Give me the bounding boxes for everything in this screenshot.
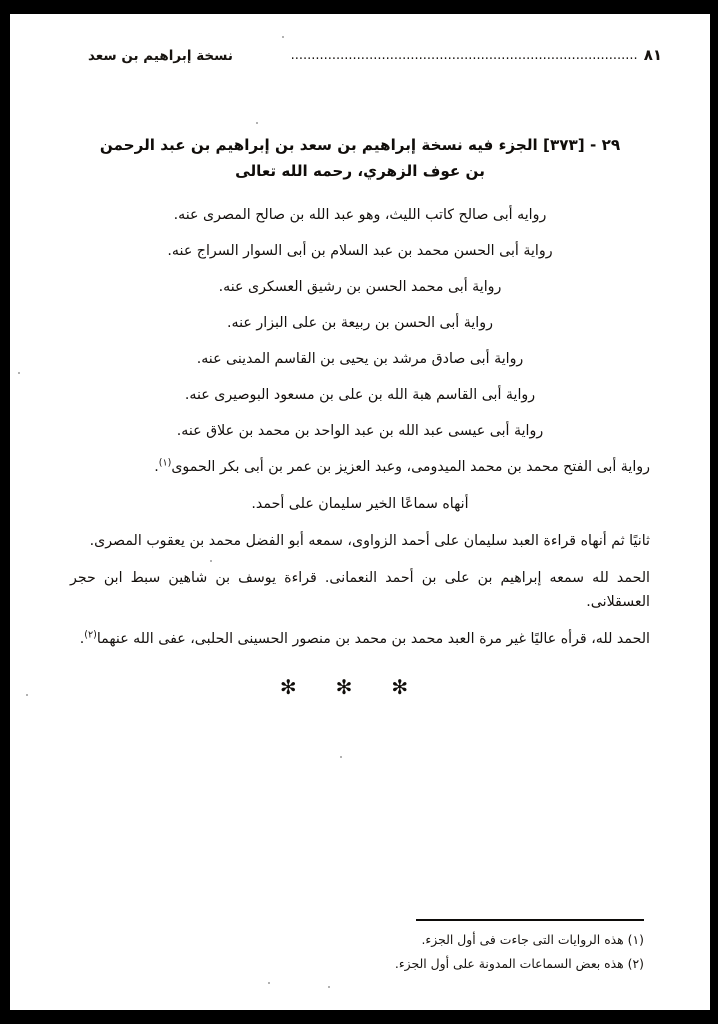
paragraph-text: رواية أبى الفتح محمد بن محمد الميدومى، وعبد العزيز بن عمر بن أبى بكر الحموى	[171, 459, 650, 476]
footnote-ref-1[interactable]: (١)	[158, 457, 172, 469]
isnad-line: رواية أبى القاسم هبة الله بن على بن مسعود البوصيرى عنه.	[184, 387, 536, 404]
header-dot-leader: ....................................................................................	[290, 49, 638, 62]
scan-speck	[340, 756, 342, 758]
footnotes-block	[70, 919, 650, 976]
page-number: ٨١	[643, 46, 662, 64]
isnad-line: رواية أبى الحسن محمد بن عبد السلام بن أبى السوار السراج عنه.	[167, 243, 553, 260]
running-header	[88, 46, 662, 70]
isnad-line: رواية أبى محمد الحسن بن رشيق العسكرى عنه.	[218, 279, 502, 296]
scan-speck	[328, 986, 330, 988]
scan-speck	[26, 694, 28, 696]
scan-speck	[282, 36, 284, 38]
isnad-line: روايه أبى صالح كاتب الليث، وهو عبد الله بن صالح المصرى عنه.	[173, 207, 547, 224]
footnote-item: (٢) هذه بعض السماعات المدونة على أول الجزء.	[394, 955, 644, 971]
isnad-line: رواية أبى صادق مرشد بن يحيى بن القاسم المدينى عنه.	[196, 351, 524, 368]
isnad-list	[70, 204, 650, 442]
isnad-line: رواية أبى الحسن بن ربيعة بن على البزار عنه.	[227, 315, 493, 332]
body-column	[70, 132, 650, 700]
paragraph-text: الحمد لله، قرأه عاليًا غير مرة العبد محمد بن محمد بن منصور الحسينى الحلبى، عفى الله عنهما	[96, 630, 650, 647]
paragraph-tail: .	[154, 459, 159, 476]
footnote-separator-rule	[416, 919, 644, 921]
paragraph-alhamdulillah-samiahu: الحمد لله سمعه إبراهيم بن على بن أحمد النعمانى. قراءة يوسف بن شاهين سبط ابن حجر العسقلانى.	[70, 569, 650, 610]
footnote-ref-2[interactable]: (٢)	[84, 628, 97, 640]
isnad-line: رواية أبى عيسى عبد الله بن عبد الواحد بن محمد بن علاق عنه.	[176, 423, 544, 440]
paragraph-riwayat-abi-al-fath	[70, 456, 650, 480]
asterisk-divider: ✻ ✻ ✻	[279, 675, 425, 700]
scan-speck	[256, 122, 258, 124]
page-sheet	[10, 14, 710, 1010]
paragraph-thaniyan-qiraatan: ثانيًا ثم أنهاه قراءة العبد سليمان على أحمد الزواوى، سمعه أبو الفضل محمد بن يعقوب المصرى.	[89, 533, 650, 549]
header-title: نسخة إبراهيم بن سعد	[88, 48, 233, 64]
scan-speck	[268, 982, 270, 984]
scan-speck	[18, 372, 20, 374]
footnote-item: (١) هذه الروايات التى جاءت فى أول الجزء.	[421, 931, 644, 947]
section-title: ٢٩ - [٣٧٣] الجزء فيه نسخة إبراهيم بن سعد بن إبراهيم بن عبد الرحمن بن عوف الزهري، رحمه الله تعالى	[99, 136, 621, 181]
paragraph-anhahu-samaan: أنهاه سماعًا الخير سليمان على أحمد.	[251, 496, 469, 513]
paragraph-alhamdulillah-qaraahu	[70, 628, 650, 652]
paragraph-tail: .	[79, 630, 85, 647]
